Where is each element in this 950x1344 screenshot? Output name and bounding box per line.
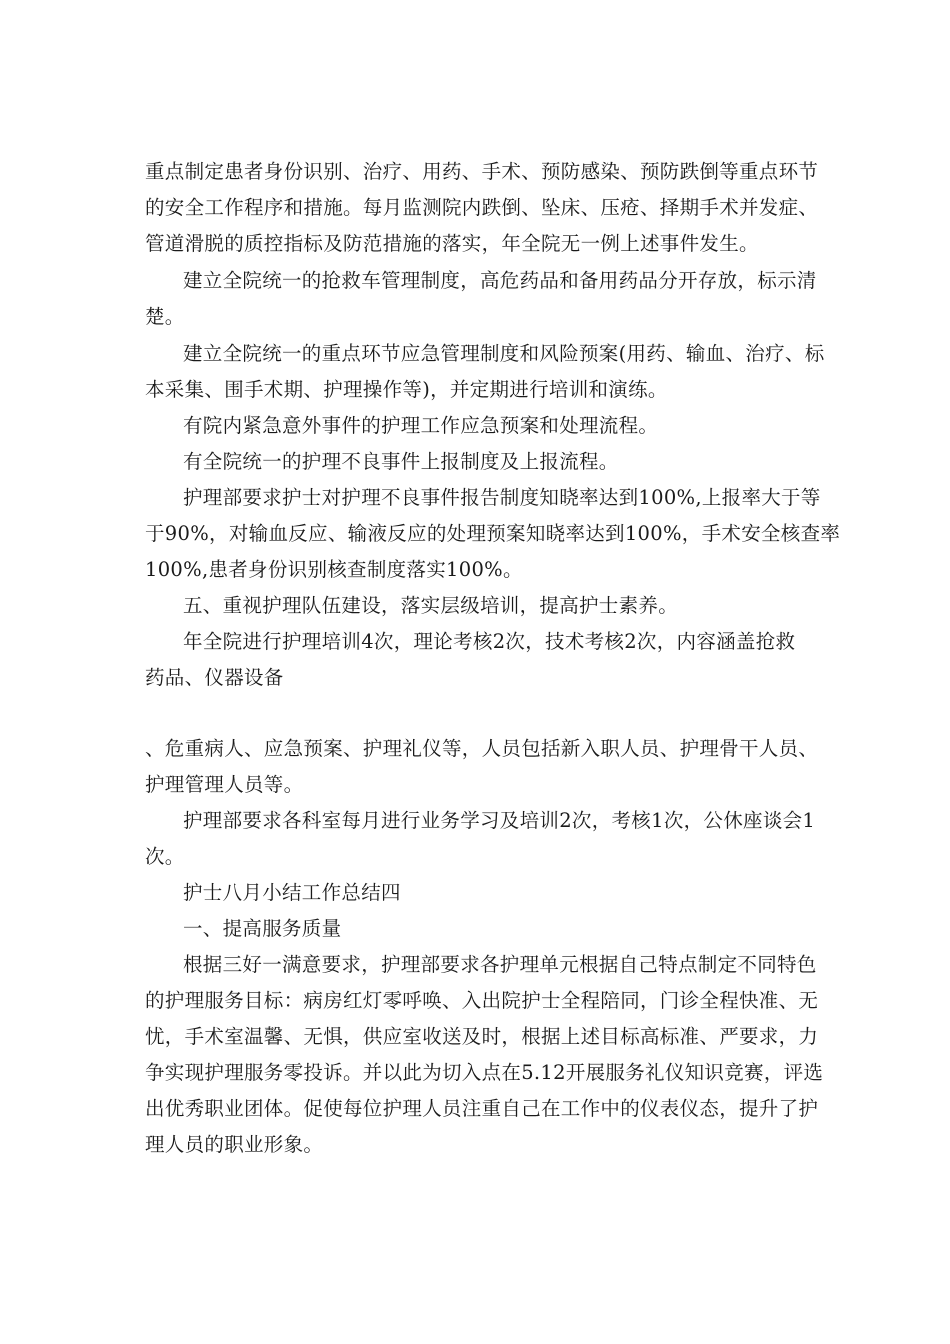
paragraph-first-line: 护理部要求各科室每月进行业务学习及培训2次，考核1次，公休座谈会1 [183, 809, 816, 832]
paragraph-first-line: 根据三好一满意要求，护理部要求各护理单元根据自己特点制定不同特色 [183, 953, 817, 976]
section-heading: 五、重视护理队伍建设，落实层级培训，提高护士素养。 [183, 594, 679, 617]
text-line: 忧，手术室温馨、无惧，供应室收送及时，根据上述目标高标准、严要求，力 [145, 1025, 819, 1048]
text-line: 次。 [145, 845, 185, 868]
paragraph-first-line: 建立全院统一的重点环节应急管理制度和风险预案(用药、输血、治疗、标 [183, 342, 825, 365]
text-line: 争实现护理服务零投诉。并以此为切入点在5.12开展服务礼仪知识竞赛，评选 [145, 1061, 824, 1084]
text-line: 出优秀职业团体。促使每位护理人员注重自己在工作中的仪表仪态，提升了护 [145, 1097, 819, 1120]
text-line: 本采集、围手术期、护理操作等)，并定期进行培训和演练。 [145, 378, 668, 401]
section-heading: 一、提高服务质量 [183, 917, 342, 940]
text-line: 理人员的职业形象。 [145, 1133, 324, 1156]
text-line: 药品、仪器设备 [145, 666, 284, 689]
text-line: 重点制定患者身份识别、治疗、用药、手术、预防感染、预防跌倒等重点环节 [145, 160, 819, 183]
paragraph-first-line: 护理部要求护士对护理不良事件报告制度知晓率达到100%,上报率大于等 [183, 486, 821, 509]
section-title: 护士八月小结工作总结四 [183, 881, 401, 904]
text-line: 护理管理人员等。 [145, 773, 304, 796]
paragraph-first-line: 建立全院统一的抢救车管理制度，高危药品和备用药品分开存放，标示清 [183, 269, 817, 292]
text-line: 的安全工作程序和措施。每月监测院内跌倒、坠床、压疮、择期手术并发症、 [145, 196, 819, 219]
paragraph-first-line: 年全院进行护理培训4次，理论考核2次，技术考核2次，内容涵盖抢救 [183, 630, 796, 653]
text-line: 100%,患者身份识别核查制度落实100%。 [145, 558, 523, 581]
text-line: 楚。 [145, 305, 185, 328]
text-line: 于90%，对输血反应、输液反应的处理预案知晓率达到100%，手术安全核查率 [145, 522, 841, 545]
text-line: 的护理服务目标：病房红灯零呼唤、入出院护士全程陪同，门诊全程快准、无 [145, 989, 819, 1012]
text-line: 管道滑脱的质控指标及防范措施的落实，年全院无一例上述事件发生。 [145, 232, 759, 255]
paragraph-first-line: 有院内紧急意外事件的护理工作应急预案和处理流程。 [183, 414, 659, 437]
text-line: 、危重病人、应急预案、护理礼仪等，人员包括新入职人员、护理骨干人员、 [145, 737, 819, 760]
paragraph-first-line: 有全院统一的护理不良事件上报制度及上报流程。 [183, 450, 619, 473]
